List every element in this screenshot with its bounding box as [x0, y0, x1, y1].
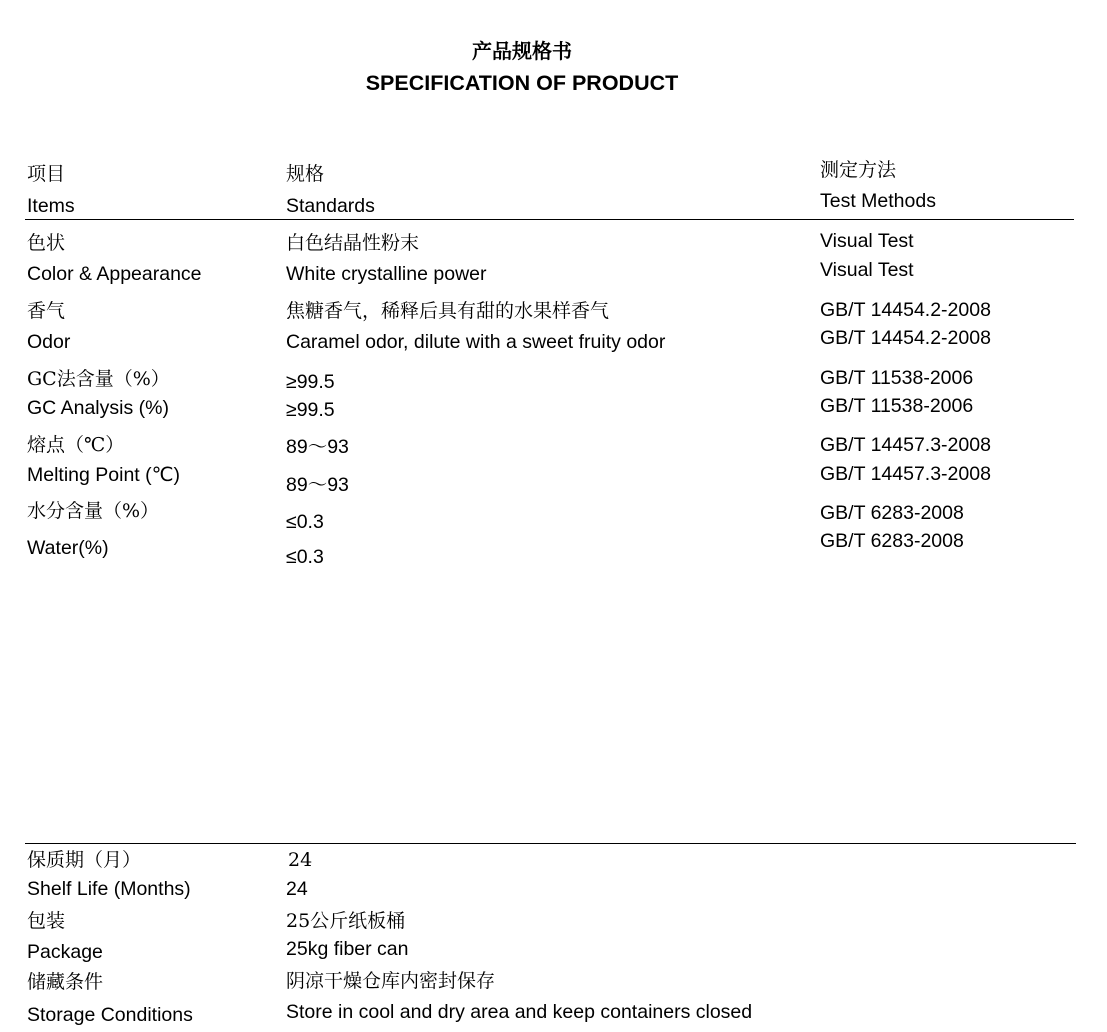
row-gc-item-cn: GC法含量（%）	[27, 368, 170, 390]
shelf-life-label-cn: 保质期（月）	[27, 849, 142, 871]
document-title-en: SPECIFICATION OF PRODUCT	[365, 71, 679, 95]
header-standards-en: Standards	[286, 195, 375, 217]
package-label-cn: 包装	[27, 910, 66, 932]
storage-value-cn: 阴凉干燥仓库内密封保存	[286, 970, 496, 992]
package-value-cn: 25公斤纸板桶	[286, 910, 406, 932]
row-odor-method-2: GB/T 14454.2-2008	[820, 327, 991, 349]
header-items-en: Items	[27, 195, 75, 217]
row-gc-standard-2: ≥99.5	[286, 399, 335, 421]
header-standards-cn: 规格	[286, 163, 325, 185]
row-color-item-en: Color & Appearance	[27, 263, 202, 285]
row-melting-method-1: GB/T 14457.3-2008	[820, 434, 991, 456]
row-odor-standard-en: Caramel odor, dilute with a sweet fruity odor	[286, 331, 666, 353]
row-melting-item-cn: 熔点（℃）	[27, 434, 125, 456]
row-odor-method-1: GB/T 14454.2-2008	[820, 299, 991, 321]
row-color-standard-cn: 白色结晶性粉末	[286, 232, 420, 254]
row-gc-method-1: GB/T 11538-2006	[820, 367, 974, 389]
shelf-life-value-en: 24	[286, 878, 308, 900]
shelf-life-value-cn: 24	[288, 849, 313, 871]
row-melting-method-2: GB/T 14457.3-2008	[820, 463, 991, 485]
row-gc-standard-1: ≥99.5	[286, 371, 335, 393]
row-color-method-2: Visual Test	[820, 259, 914, 281]
storage-label-cn: 储藏条件	[27, 971, 104, 993]
row-water-standard-2: ≤0.3	[286, 546, 324, 568]
row-color-method-1: Visual Test	[820, 230, 914, 252]
row-odor-item-cn: 香气	[27, 300, 66, 322]
row-color-item-cn: 色状	[27, 232, 66, 254]
row-melting-item-en: Melting Point (℃)	[27, 464, 181, 486]
storage-label-en: Storage Conditions	[27, 1004, 193, 1026]
header-methods-en: Test Methods	[820, 190, 936, 212]
row-odor-item-en: Odor	[27, 331, 71, 353]
package-value-en: 25kg fiber can	[286, 938, 409, 960]
row-water-item-cn: 水分含量（%）	[27, 500, 160, 522]
row-water-method-1: GB/T 6283-2008	[820, 502, 964, 524]
row-melting-standard-1: 89～93	[286, 436, 349, 458]
shelf-life-label-en: Shelf Life (Months)	[27, 878, 191, 900]
package-label-en: Package	[27, 941, 103, 963]
header-divider	[25, 219, 1074, 220]
document-title-cn: 产品规格书	[472, 39, 572, 63]
row-melting-standard-2: 89～93	[286, 474, 349, 496]
row-color-standard-en: White crystalline power	[286, 263, 487, 285]
header-items-cn: 项目	[27, 163, 66, 185]
row-gc-item-en: GC Analysis (%)	[27, 397, 169, 419]
row-water-method-2: GB/T 6283-2008	[820, 530, 964, 552]
header-methods-cn: 测定方法	[820, 159, 897, 181]
storage-value-en: Store in cool and dry area and keep containers closed	[286, 1001, 753, 1023]
row-water-item-en: Water(%)	[27, 537, 109, 559]
row-gc-method-2: GB/T 11538-2006	[820, 395, 974, 417]
row-water-standard-1: ≤0.3	[286, 511, 324, 533]
footer-divider	[25, 843, 1076, 844]
row-odor-standard-cn: 焦糖香气，稀释后具有甜的水果样香气	[286, 300, 610, 322]
